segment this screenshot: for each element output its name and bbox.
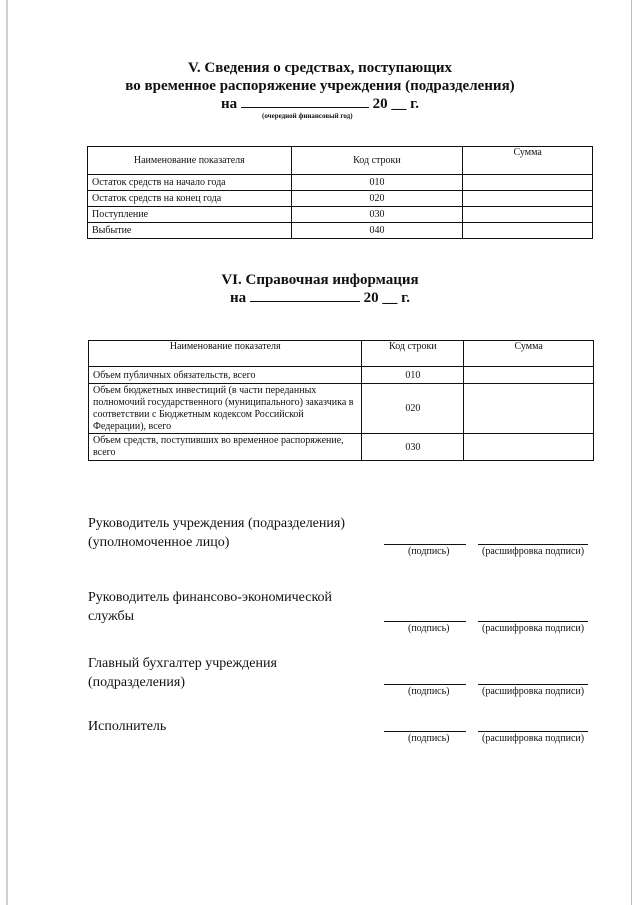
sign-caption: (подпись) (408, 686, 450, 697)
header-code: Код строки (291, 147, 463, 175)
row-name: Объем бюджетных инвестиций (в части переданных полномочий государственного (муниципального) заказчика в соответствии с Бюджетным кодексом Российской Федерации), всего (89, 384, 362, 434)
row-sum-cell[interactable] (463, 191, 593, 207)
header-sum: Сумма (464, 341, 594, 367)
row-name: Остаток средств на начало года (88, 175, 292, 191)
table-row (88, 191, 593, 207)
row-name: Поступление (88, 207, 292, 223)
table-header-row (89, 341, 594, 367)
table-row (88, 223, 593, 239)
section6-period (0, 290, 640, 307)
role-line2: (подразделения) (88, 675, 185, 690)
decode-caption: (расшифровка подписи) (482, 733, 585, 744)
row-code: 020 (362, 384, 464, 434)
header-code: Код строки (362, 341, 464, 367)
signature-block-head (88, 514, 345, 552)
role-line1: Руководитель учреждения (подразделения) (88, 516, 345, 531)
header-sum: Сумма (463, 147, 593, 175)
decode-line[interactable] (478, 684, 588, 685)
row-sum-cell[interactable] (464, 384, 594, 434)
signature-line[interactable] (384, 731, 466, 732)
header-indicator: Наименование показателя (89, 341, 362, 367)
row-code: 030 (291, 207, 463, 223)
sign-caption: (подпись) (408, 623, 450, 634)
role-line1: Главный бухгалтер учреждения (88, 656, 277, 671)
row-name: Объем публичных обязательств, всего (89, 367, 362, 384)
section5-date-blank[interactable] (241, 107, 369, 108)
page-edge-right (631, 0, 632, 905)
row-name: Остаток средств на конец года (88, 191, 292, 207)
row-sum-cell[interactable] (464, 367, 594, 384)
signature-block-finance (88, 588, 332, 626)
decode-caption: (расшифровка подписи) (482, 623, 585, 634)
section5-prefix: на (220, 96, 238, 112)
section6-year: 20 __ г. (363, 290, 411, 306)
table-row (88, 207, 593, 223)
row-name: Объем средств, поступивших во временное распоряжение, всего (89, 434, 362, 461)
section6-prefix: на (229, 290, 247, 306)
header-indicator: Наименование показателя (88, 147, 292, 175)
table-header-row (88, 147, 593, 175)
table-row (89, 384, 594, 434)
row-code: 040 (291, 223, 463, 239)
role-line1: Руководитель финансово-экономической (88, 590, 333, 605)
decode-line[interactable] (478, 621, 588, 622)
signature-line[interactable] (384, 621, 466, 622)
role-line1: Исполнитель (88, 719, 167, 734)
role-line2: службы (88, 609, 135, 624)
row-sum-cell[interactable] (463, 207, 593, 223)
table-row (89, 434, 594, 461)
decode-caption: (расшифровка подписи) (482, 546, 585, 557)
row-sum-cell[interactable] (464, 434, 594, 461)
table-row (88, 175, 593, 191)
sign-caption: (подпись) (408, 733, 450, 744)
signature-line[interactable] (384, 684, 466, 685)
page-edge-left (6, 0, 8, 905)
row-code: 030 (362, 434, 464, 461)
sign-caption: (подпись) (408, 546, 450, 557)
section5-title-line1: V. Сведения о средствах, поступающих (188, 60, 452, 76)
role-line2: (уполномоченное лицо) (88, 535, 230, 550)
decode-line[interactable] (478, 731, 588, 732)
section5-period (0, 96, 640, 113)
section5-year: 20 __ г. (372, 96, 420, 112)
table-reference (88, 340, 594, 461)
row-name: Выбытие (88, 223, 292, 239)
row-code: 020 (291, 191, 463, 207)
row-sum-cell[interactable] (463, 223, 593, 239)
decode-caption: (расшифровка подписи) (482, 686, 585, 697)
row-sum-cell[interactable] (463, 175, 593, 191)
signature-block-executor (88, 717, 166, 736)
signature-line[interactable] (384, 544, 466, 545)
decode-line[interactable] (478, 544, 588, 545)
table-funds (87, 146, 593, 239)
section5-title-line2: во временное распоряжение учреждения (подразделения) (125, 78, 515, 94)
row-code: 010 (291, 175, 463, 191)
table-row (89, 367, 594, 384)
section5-caption: (очередной финансовый год) (262, 112, 353, 120)
section6-title: VI. Справочная информация (221, 272, 419, 288)
row-code: 010 (362, 367, 464, 384)
section6-date-blank[interactable] (250, 301, 360, 302)
signature-block-accountant (88, 654, 277, 692)
